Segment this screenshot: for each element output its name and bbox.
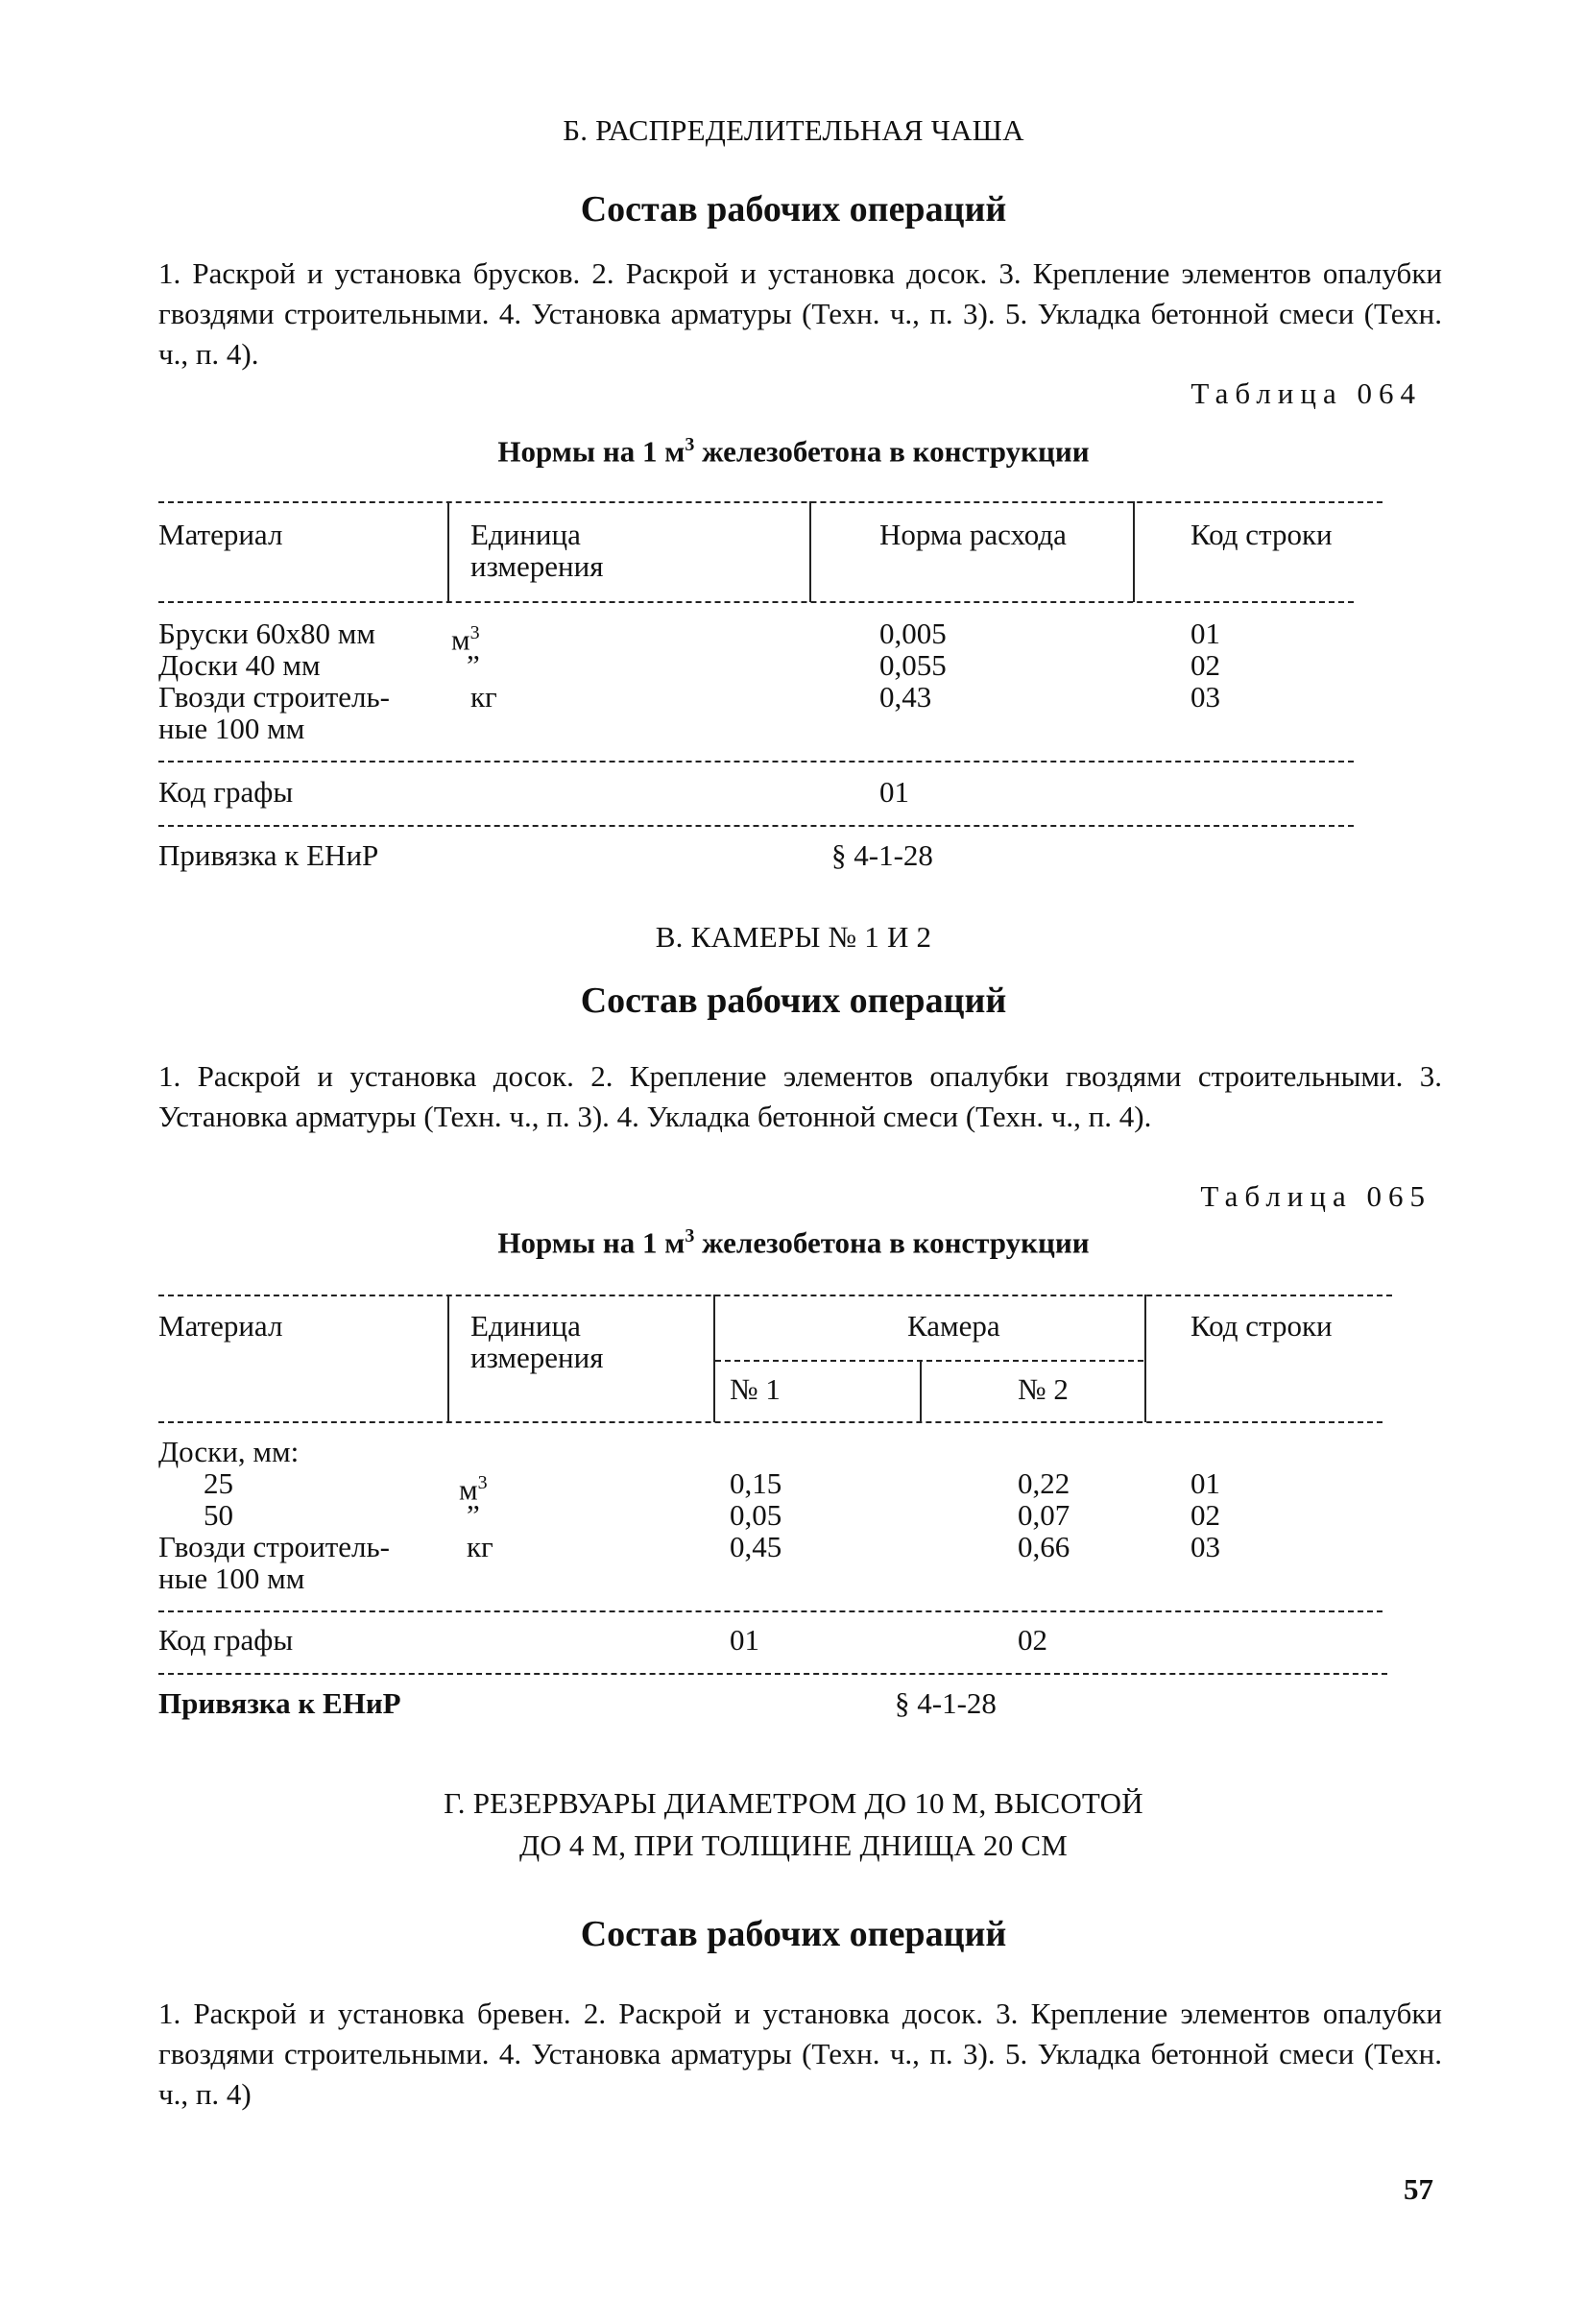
row-code: 01 — [1190, 617, 1220, 650]
section-v-heading: В. КАМЕРЫ № 1 И 2 — [655, 920, 932, 954]
row-code: 03 — [1190, 1530, 1220, 1563]
graph-code-value: 01 — [879, 775, 909, 809]
row-no2: 0,66 — [1018, 1530, 1070, 1563]
header-material: Материал — [158, 1309, 283, 1343]
table-065-label: Таблица 065 — [1200, 1179, 1431, 1213]
row-code: 02 — [1190, 1498, 1220, 1532]
section-g-ops-text: 1. Раскрой и установка бревен. 2. Раскрой и установка досок. 3. Крепление элементов опалубки гвоздями строительными. 4. Установка арматуры (Техн. ч., п. 3). 5. Укладка бетонной смеси (Техн. ч., п. 4) — [158, 1997, 1442, 2111]
section-g-heading-line1: Г. РЕЗЕРВУАРЫ ДИАМЕТРОМ ДО 10 М, ВЫСОТОЙ — [444, 1786, 1143, 1820]
row-no1: 0,15 — [730, 1466, 782, 1500]
header-chamber: Камера — [907, 1309, 1000, 1343]
page-number: 57 — [1404, 2172, 1433, 2206]
header-unit-line2: измерения — [470, 549, 604, 583]
col-divider — [713, 1295, 715, 1422]
unit-text: м — [459, 1472, 478, 1507]
table-065-title — [0, 1225, 1587, 1260]
header-unit-line1: Единица — [470, 518, 581, 551]
header-chamber-no1: № 1 — [730, 1372, 781, 1406]
norms-title-sup: 3 — [685, 1225, 695, 1247]
col-divider — [920, 1360, 922, 1422]
row-material-line2: ные 100 мм — [158, 712, 305, 745]
section-b-heading: Б. РАСПРЕДЕЛИТЕЛЬНАЯ ЧАША — [563, 113, 1024, 147]
row-unit: кг — [467, 1530, 493, 1563]
row-no1: 0,05 — [730, 1498, 782, 1532]
row-material-line1: Гвозди строитель- — [158, 1530, 390, 1563]
enir-ref-value: § 4-1-28 — [831, 838, 933, 872]
row-material: Бруски 60х80 мм — [158, 617, 376, 650]
norms-title-text-end: железобетона в конструкции — [694, 434, 1090, 469]
graph-code-bottom-rule — [158, 1673, 1387, 1675]
row-material: Доски 40 мм — [158, 648, 321, 682]
norms-title-text: Нормы на 1 м — [497, 1225, 685, 1260]
section-v-ops-title: Состав рабочих операций — [580, 980, 1007, 1021]
row-code: 03 — [1190, 680, 1220, 714]
header-unit-line2: измерения — [470, 1341, 604, 1374]
col-divider — [1133, 501, 1135, 602]
section-b-ops-title: Состав рабочих операций — [580, 189, 1007, 230]
row-norm: 0,43 — [879, 680, 932, 714]
row-no2: 0,22 — [1018, 1466, 1070, 1500]
header-code: Код строки — [1190, 518, 1333, 551]
col-divider — [447, 501, 449, 602]
header-bottom-rule — [158, 1421, 1383, 1423]
row-material: 50 — [204, 1498, 233, 1532]
section-g-heading-line2: ДО 4 М, ПРИ ТОЛЩИНЕ ДНИЩА 20 СМ — [518, 1828, 1068, 1862]
rows-bottom-rule — [158, 1610, 1383, 1612]
norms-title-sup: 3 — [685, 434, 695, 455]
row-unit: ” — [467, 1498, 480, 1532]
enir-ref-value: § 4-1-28 — [895, 1686, 997, 1720]
row-unit: ” — [467, 648, 480, 682]
unit-sup: 3 — [469, 622, 480, 643]
col-divider — [1144, 1295, 1146, 1422]
norms-title-text-end: железобетона в конструкции — [694, 1225, 1090, 1260]
rows-bottom-rule — [158, 761, 1354, 763]
row-no2: 0,07 — [1018, 1498, 1070, 1532]
section-g-ops-title: Состав рабочих операций — [580, 1914, 1007, 1954]
table-top-rule — [158, 1295, 1392, 1296]
group-label: Доски, мм: — [158, 1435, 300, 1468]
norms-title-text: Нормы на 1 м — [497, 434, 685, 469]
header-material: Материал — [158, 518, 283, 551]
col-divider — [447, 1295, 449, 1422]
header-chamber-no2: № 2 — [1018, 1372, 1069, 1406]
header-unit-line1: Единица — [470, 1309, 581, 1343]
header-code: Код строки — [1190, 1309, 1333, 1343]
table-064-title — [0, 434, 1587, 469]
row-norm: 0,055 — [879, 648, 947, 682]
enir-ref-label: Привязка к ЕНиР — [158, 838, 379, 872]
unit-sup: 3 — [477, 1472, 488, 1493]
row-code: 01 — [1190, 1466, 1220, 1500]
row-material-line1: Гвозди строитель- — [158, 680, 390, 714]
graph-code-label: Код графы — [158, 1623, 294, 1657]
row-norm: 0,005 — [879, 617, 947, 650]
graph-code-no2: 02 — [1018, 1623, 1047, 1657]
row-unit: кг — [470, 680, 497, 714]
row-material-line2: ные 100 мм — [158, 1561, 305, 1595]
row-no1: 0,45 — [730, 1530, 782, 1563]
graph-code-no1: 01 — [730, 1623, 759, 1657]
unit-text: м — [451, 622, 470, 657]
header-norm: Норма расхода — [879, 518, 1067, 551]
section-b-ops-text: 1. Раскрой и установка брусков. 2. Раскрой и установка досок. 3. Крепление элементов опалубки гвоздями строительными. 4. Установка арматуры (Техн. ч., п. 3). 5. Укладка бетонной смеси (Техн. ч., п. 4). — [158, 256, 1442, 371]
table-064-label: Таблица 064 — [1190, 376, 1422, 410]
graph-code-label: Код графы — [158, 775, 294, 809]
enir-ref-label: Привязка к ЕНиР — [158, 1686, 401, 1720]
header-bottom-rule — [158, 601, 1354, 603]
row-material: 25 — [204, 1466, 233, 1500]
table-top-rule — [158, 501, 1383, 503]
section-v-ops-text: 1. Раскрой и установка досок. 2. Крепление элементов опалубки гвоздями строительными. 3. Установка арматуры (Техн. ч., п. 3). 4. Укладка бетонной смеси (Техн. ч., п. 4). — [158, 1059, 1442, 1133]
chamber-subheader-rule — [715, 1360, 1143, 1362]
row-code: 02 — [1190, 648, 1220, 682]
graph-code-bottom-rule — [158, 825, 1354, 827]
col-divider — [809, 501, 811, 602]
